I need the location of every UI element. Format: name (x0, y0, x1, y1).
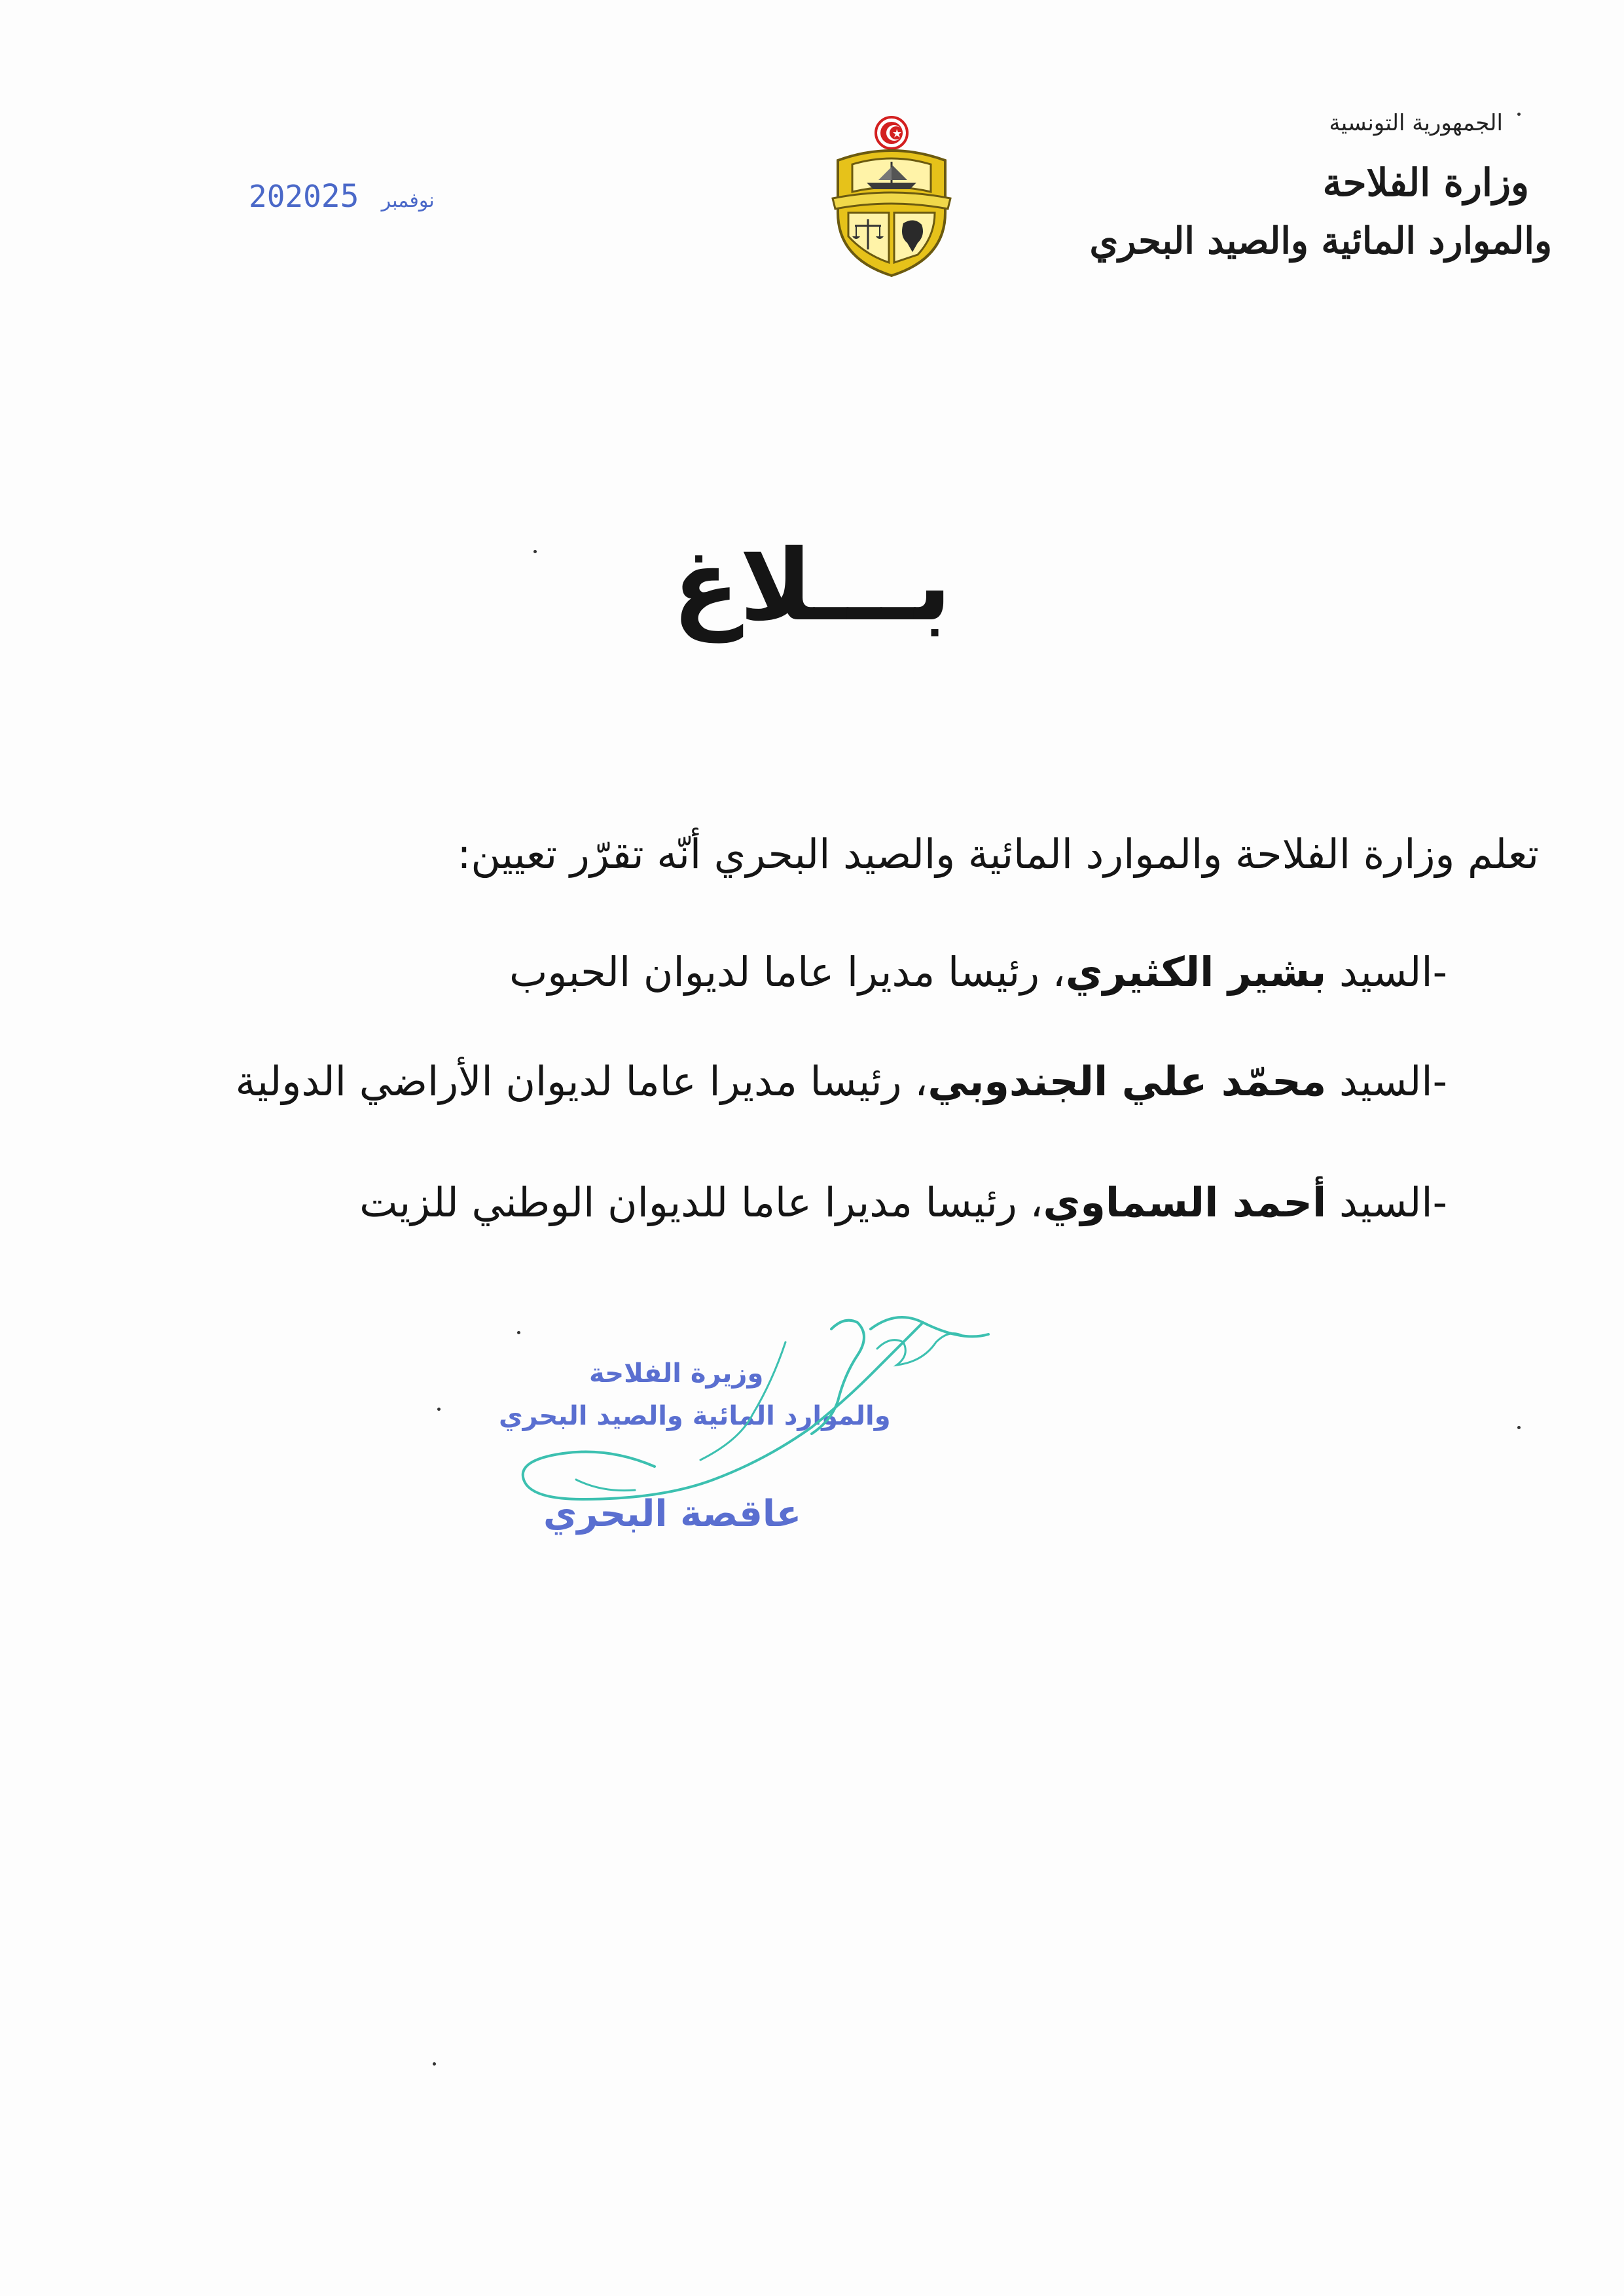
ministry-name-line2: والموارد المائية والصيد البحري (1089, 219, 1552, 263)
appointee-name: بشير الكثيري (1065, 948, 1327, 996)
appointment-prefix: -السيد (1326, 948, 1447, 996)
appointment-item (73, 948, 1447, 996)
appointment-prefix: -السيد (1326, 1178, 1447, 1226)
handwritten-signature (504, 1303, 1001, 1539)
scan-speck (433, 2062, 436, 2066)
scan-speck (1517, 113, 1521, 116)
appointment-role: ، رئيسا مديرا عاما للديوان الوطني للزيت (359, 1178, 1043, 1226)
scan-speck (517, 1331, 520, 1334)
appointment-role: ، رئيسا مديرا عاما لديوان الحبوب (509, 948, 1066, 996)
appointment-prefix: -السيد (1326, 1057, 1447, 1105)
scan-speck (533, 550, 537, 553)
signature-stamp-title-line2: والموارد المائية والصيد البحري (499, 1401, 891, 1431)
date-stamp (249, 178, 446, 215)
scan-speck (1517, 1426, 1521, 1429)
appointment-role: ، رئيسا مديرا عاما لديوان الأراضي الدولية (235, 1057, 928, 1105)
document-title: بـــلاغ (672, 529, 952, 643)
ministry-name-line1: وزارة الفلاحة (1322, 160, 1529, 205)
intro-paragraph: تعلم وزارة الفلاحة والموارد المائية والصيد البحري أنّه تقرّر تعيين: (457, 830, 1539, 878)
appointee-name: محمّد علي الجندوبي (928, 1057, 1327, 1105)
date-day: 25 (321, 178, 359, 215)
appointment-item (73, 1178, 1447, 1227)
republic-label: الجمهورية التونسية (1329, 110, 1503, 136)
date-year: 2020 (249, 179, 321, 214)
coat-of-arms-icon (826, 115, 957, 277)
signatory-name: عاقصة البحري (543, 1493, 802, 1535)
appointment-item (73, 1057, 1447, 1106)
scan-speck (437, 1408, 441, 1411)
signature-stamp-title-line1: وزيرة الفلاحة (589, 1358, 764, 1389)
appointee-name: أحمد السماوي (1043, 1178, 1327, 1226)
date-month: نوفمبر (381, 189, 435, 212)
